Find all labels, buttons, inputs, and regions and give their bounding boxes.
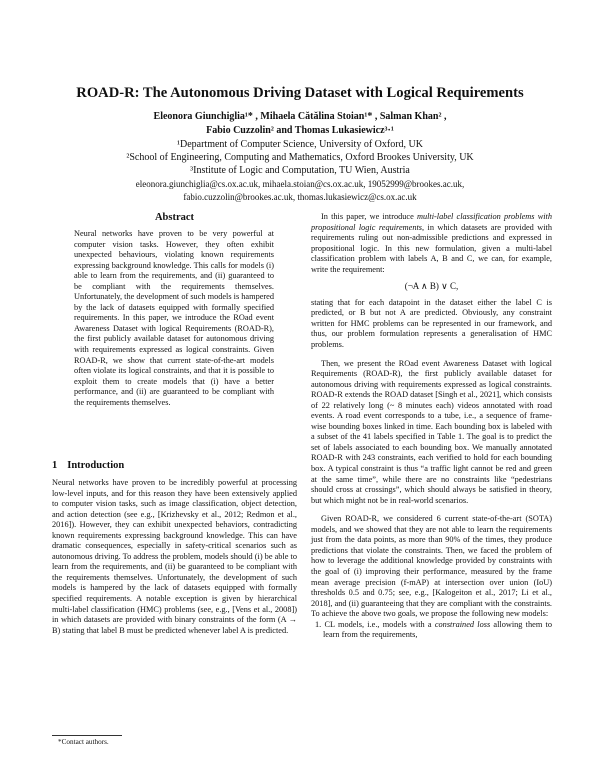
- email-list: [40, 178, 560, 203]
- section-title: Introduction: [67, 460, 125, 471]
- abstract-body: [74, 229, 274, 408]
- author-line-1: Eleonora Giunchiglia¹* , Mihaela Cătălina Stoian¹* , Salman Khan² ,: [153, 111, 447, 122]
- affiliation-list: [40, 138, 560, 177]
- paper-title: ROAD-R: The Autonomous Driving Dataset with Logical Requirements: [76, 85, 524, 101]
- emphasis-text: constrained loss: [434, 619, 491, 629]
- section-number: 1: [52, 460, 58, 471]
- emphasis-text: multi-label classification problems with propositional logic requirements: [311, 212, 552, 232]
- affiliation-2: ²School of Engineering, Computing and Mathematics, Oxford Brookes University, UK: [126, 152, 474, 163]
- text-run: 1. CL models, i.e., models with a: [315, 619, 435, 629]
- text-run: In this paper, we introduce: [321, 212, 417, 221]
- text-run: allowing them to learn from the requirements,: [323, 619, 552, 640]
- paragraph-formula-explanation: stating that for each datapoint in the dataset either the label C is predicted, or B but not A are predicted. Obviously, any constraint written for HMC problems can be represented in our framework, and thus, our problem formulation represents a generalisation of HMC problems.: [311, 297, 552, 350]
- abstract-heading: Abstract: [154, 212, 195, 223]
- affiliation-3: ³Institute of Logic and Computation, TU Wien, Austria: [190, 165, 410, 176]
- paragraph-problem-intro: [311, 212, 552, 275]
- text-run: , in which datasets are provided with requirements ruling out non-admissible predictions and expressed in propositional logic. In this new formulation, given a multi-label classification problem with labels A, B and C, we can, for example, write the requirement:: [311, 222, 552, 274]
- right-column: [311, 212, 552, 641]
- email-line-2: fabio.cuzzolin@brookes.ac.uk, thomas.lukasiewicz@cs.ox.ac.uk: [183, 191, 417, 202]
- introduction-body: [52, 478, 297, 636]
- intro-paragraph: Neural networks have proven to be incredibly powerful at processing low-level inputs, and for this reason they have been extensively applied to computer vision tasks, such as image classification, object detection, and action detection (see e.g., [Krizhevsky et al., 2012; Redmon et al., 2016]). However, they can exhibit unexpected behaviors, contradicting known requirements expressing background knowledge. This can have dramatic consequences, especially in safety-critical scenarios such as autonomous driving. To address the problem, models should (i) be able to learn from the requirements, and (ii) be guaranteed to be compliant with the requirements themselves. Unfortunately, the development of such models is hampered by the lack of datasets equipped with formally specified requirements. A notable exception is given by hierarchical multi-label classification (HMC) problems (see, e.g., [Vens et al., 2008]) in which datasets are provided with binary constraints of the form (A → B) stating that label B must be predicted whenever label A is predicted.: [52, 478, 297, 635]
- author-list: [40, 110, 560, 138]
- footnote: *Contact authors.: [58, 738, 109, 746]
- section-heading-introduction: [52, 460, 124, 471]
- email-line-1: eleonora.giunchiglia@cs.ox.ac.uk, mihaela.stoian@cs.ox.ac.uk, 19052999@brookes.ac.uk,: [135, 179, 465, 189]
- list-item: [311, 620, 552, 641]
- author-line-2: Fabio Cuzzolin² and Thomas Lukasiewicz³·¹: [206, 125, 394, 136]
- paragraph-road-r: Then, we present the ROad event Awareness Dataset with logical Requirements (ROAD-R), the first publicly available dataset for autonomous driving with requirements expressed as logical constraints. ROAD-R extends the ROAD dataset [Singh et al., 2021], which consists of 22 relatively long (~ 8 minutes each) videos annotated with road events. A road event corresponds to a tube, i.e., a sequence of frame-wise bounding boxes linked in time. Each bounding box is labeled with a subset of the 41 labels specified in Table 1. The goal is to predict the set of labels associated to each bounding box. We manually annotated ROAD-R with 243 constraints, each verified to hold for each bounding box. A typical constraint is thus “a traffic light cannot be red and green at the same time”, while there are no constraints like “pedestrians should cross at crossings”, which should always be satisfied in theory, but which might not be in real-world scenarios.: [311, 358, 552, 505]
- affiliation-1: ¹Department of Computer Science, University of Oxford, UK: [177, 139, 423, 150]
- abstract-text: Neural networks have proven to be very powerful at computer vision tasks. However, they often exhibit unexpected behaviours, violating known requirements expressing background knowledge. This calls for models (i) able to learn from the requirements, and (ii) guaranteed to be compliant with the requirements themselves. Unfortunately, the development of such models is hampered by the lack of datasets equipped with formally specified requirements. In this paper, we introduce the ROad event Awareness Dataset with logical Requirements (ROAD-R), the first publicly available dataset for autonomous driving with requirements expressed as logical constraints. Given ROAD-R, we show that current state-of-the-art models often violate its logical constraints, and that it is possible to exploit them to create models that (i) have a better performance, and (ii) are guaranteed to be compliant with the requirements themselves.: [74, 229, 274, 407]
- paragraph-models: Given ROAD-R, we considered 6 current state-of-the-art (SOTA) models, and we showed that they are not able to learn the requirements just from the data points, as more than 90% of the times, they produce predictions that violate the constraints. Then, we faced the problem of how to leverage the additional knowledge provided by constraints with the goal of (i) improving their performance, measured by the frame mean average precision (f-mAP) at intersection over union (IoU) thresholds 0.5 and 0.75; see, e.g., [Kalogeiton et al., 2017; Li et al., 2018], and (ii) guaranteeing that they are compliant with the constraints. To achieve the above two goals, we propose the following new models:: [311, 514, 552, 619]
- formula: (¬A ∧ B) ∨ C,: [404, 281, 459, 292]
- footnote-divider: [52, 735, 122, 736]
